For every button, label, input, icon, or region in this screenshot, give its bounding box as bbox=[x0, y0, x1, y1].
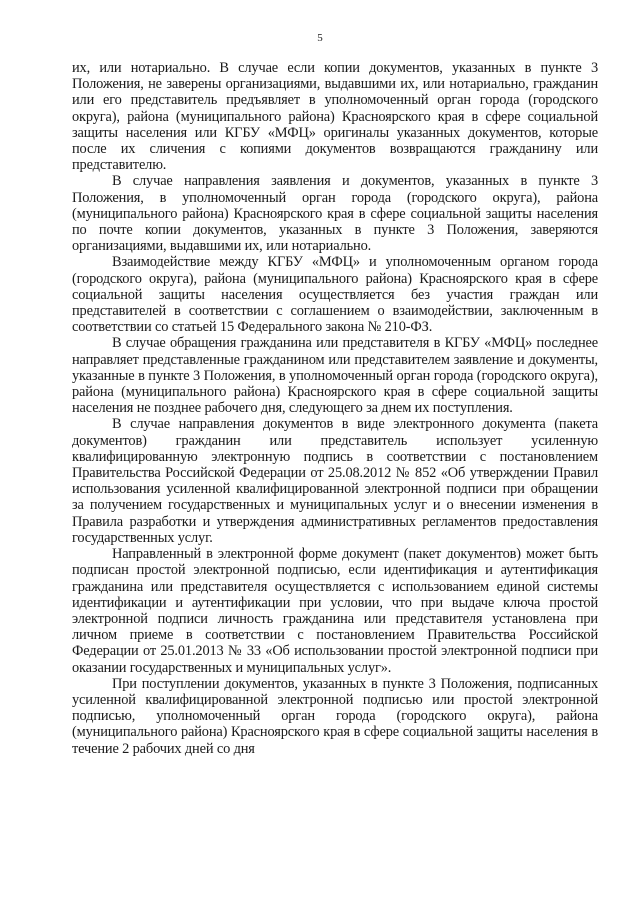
paragraph-4: В случае обращения гражданина или представителя в КГБУ «МФЦ» последнее направляет представленные гражданином или представителем заявление и документы, указанные в пункте 3 Положения, в уполномоченный орган города (городского округа), района (муниципального района) Красноярского края в сфере социальной защиты населения не позднее рабочего дня, следующего за днем их поступления. bbox=[72, 335, 598, 417]
paragraph-1: их, или нотариально. В случае если копии документов, указанных в пункте 3 Положения, не заверены организациями, выдавшими их, или нотариально, гражданин или его представитель предъявляет в уполномоченный орган города (городского округа), района (муниципального района) Красноярского края в сфере социальной защиты населения или КГБУ «МФЦ» оригиналы указанных документов, которые после их сличения с копиями документов возвращаются гражданину или представителю. bbox=[72, 60, 598, 174]
paragraph-2: В случае направления заявления и документов, указанных в пункте 3 Положения, в уполномоченный орган города (городского округа), района (муниципального района) Красноярского края в сфере социальной защиты населения по почте копии документов, указанных в пункте 3 Положения, заверяются организациями, выдавшими их, или нотариально. bbox=[72, 173, 598, 255]
paragraph-5: В случае направления документов в виде электронного документа (пакета документов) гражданин или представитель использует усиленную квалифицированную электронную подпись в соответствии с постановлением Правительства Российской Федерации от 25.08.2012 № 852 «Об утверждении Правил использования усиленной квалифицированной электронной подписи при обращении за получением государственных и муниципальных услуг и о внесении изменения в Правила разработки и утверждения административных регламентов предоставления государственных услуг. bbox=[72, 416, 598, 546]
paragraph-3: Взаимодействие между КГБУ «МФЦ» и уполномоченным органом города (городского округа), района (муниципального района) Красноярского края в сфере социальной защиты населения осуществляется без участия граждан или представителей в соответствии с соглашением о взаимодействии, заключенным в соответствии со статьей 15 Федерального закона № 210-ФЗ. bbox=[72, 254, 598, 336]
paragraph-6: Направленный в электронной форме документ (пакет документов) может быть подписан простой электронной подписью, если идентификация и аутентификация гражданина или представителя осуществляется с использованием единой системы идентификации и аутентификации при условии, что при выдаче ключа простой электронной подписи личность гражданина или представителя установлена при личном приеме в соответствии с постановлением Правительства Российской Федерации от 25.01.2013 № 33 «Об использовании простой электронной подписи при оказании государственных и муниципальных услуг». bbox=[72, 546, 598, 676]
page-number: 5 bbox=[317, 32, 323, 44]
paragraph-7: При поступлении документов, указанных в пункте 3 Положения, подписанных усиленной квалифицированной электронной подписью или простой электронной подписью, уполномоченный орган города (городского округа), района (муниципального района) Красноярского края в сфере социальной защиты населения в течение 2 рабочих дней со дня bbox=[72, 675, 598, 757]
document-body bbox=[72, 60, 598, 757]
